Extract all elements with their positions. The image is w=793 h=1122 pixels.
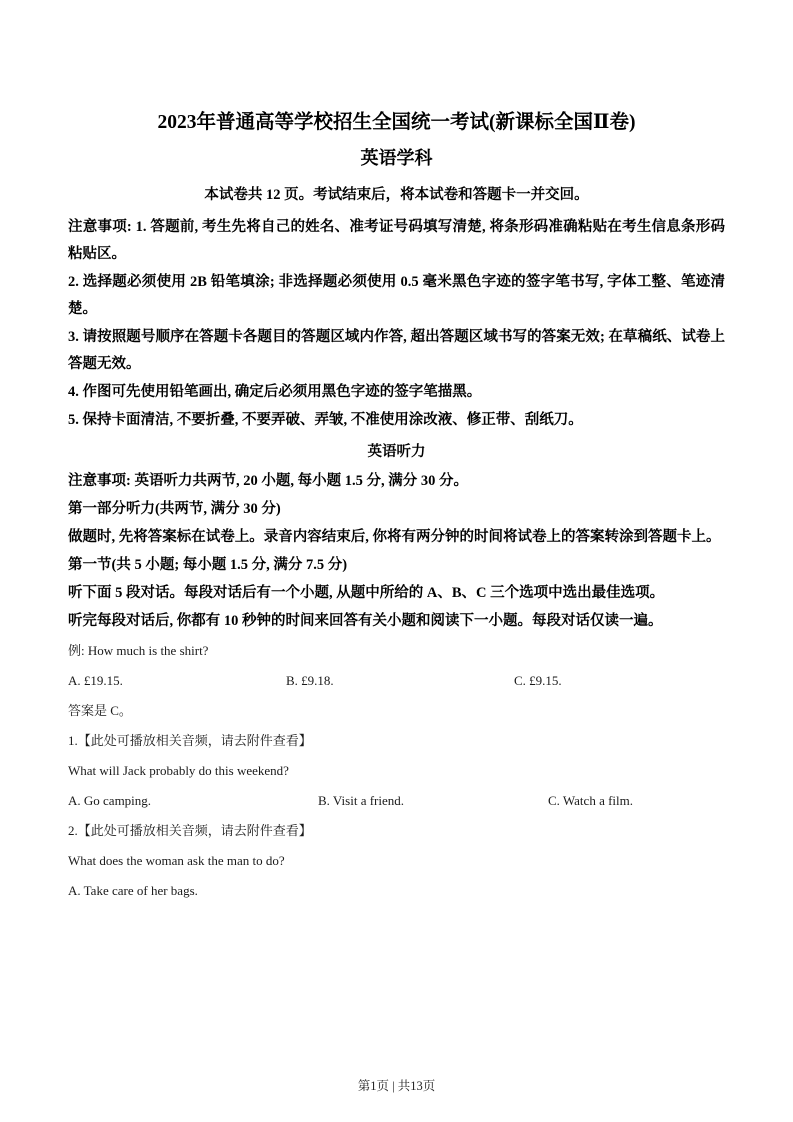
example-option-c: C. £9.15.: [514, 673, 562, 688]
example-question: 例: How much is the shirt?: [68, 643, 209, 658]
question-2-audio-note[interactable]: 2.【此处可播放相关音频，请去附件查看】: [68, 823, 312, 838]
notice-5: 5. 保持卡面清洁, 不要折叠, 不要弄破、弄皱, 不准使用涂改液、修正带、刮纸刀。: [68, 412, 583, 428]
section-one-title: 第一节(共 5 小题; 每小题 1.5 分, 满分 7.5 分): [68, 557, 348, 573]
page-footer: 第1页 | 共13页: [357, 1079, 436, 1093]
notice-4: 4. 作图可先使用铅笔画出, 确定后必须用黑色字迹的签字笔描黑。: [68, 384, 482, 400]
question-1-stem: What will Jack probably do this weekend?: [68, 763, 289, 778]
notice-1: 注意事项: 1. 答题前, 考生先将自己的姓名、准考证号码填写清楚, 将条形码准确粘贴在考生信息条形码粘贴区。: [68, 219, 725, 262]
part-one-description: 做题时, 先将答案标在试卷上。录音内容结束后, 你将有两分钟的时间将试卷上的答案转涂到答题卡上。: [68, 529, 721, 545]
example-option-a: A. £19.15.: [68, 673, 123, 688]
page-subtitle: 英语学科: [360, 148, 433, 168]
question-2-stem: What does the woman ask the man to do?: [68, 853, 285, 868]
question-2-option-a[interactable]: A. Take care of her bags.: [68, 883, 198, 898]
listening-notice: 注意事项: 英语听力共两节, 20 小题, 每小题 1.5 分, 满分 30 分。: [68, 473, 468, 489]
exam-info: 本试卷共 12 页。考试结束后，将本试卷和答题卡一并交回。: [204, 187, 589, 203]
section-one-description-1: 听下面 5 段对话。每段对话后有一个小题, 从题中所给的 A、B、C 三个选项中选出最佳选项。: [68, 585, 665, 601]
example-options: [68, 666, 725, 696]
notice-3: 3. 请按照题号顺序在答题卡各题目的答题区域内作答, 超出答题区域书写的答案无效; 在草稿纸、试卷上答题无效。: [68, 329, 725, 372]
question-1-option-a[interactable]: A. Go camping.: [68, 793, 152, 808]
section-one-description-2: 听完每段对话后, 你都有 10 秒钟的时间来回答有关小题和阅读下一小题。每段对话仅读一遍。: [68, 613, 663, 629]
question-1-option-c[interactable]: C. Watch a film.: [548, 793, 634, 808]
example-option-b: B. £9.18.: [286, 673, 334, 688]
part-one-title: 第一部分听力(共两节, 满分 30 分): [68, 501, 281, 517]
page-title: 2023年普通高等学校招生全国统一考试(新课标全国Ⅱ卷): [157, 112, 636, 133]
example-answer: 答案是 C。: [68, 703, 132, 718]
question-1-audio-note[interactable]: 1.【此处可播放相关音频，请去附件查看】: [68, 733, 312, 748]
question-1-option-b[interactable]: B. Visit a friend.: [318, 793, 404, 808]
question-2-options: [68, 876, 725, 906]
listening-heading: 英语听力: [367, 444, 426, 460]
notice-2: 2. 选择题必须使用 2B 铅笔填涂; 非选择题必须使用 0.5 毫米黑色字迹的签字笔书写, 字体工整、笔迹清楚。: [68, 274, 725, 317]
question-1-options: [68, 786, 725, 816]
